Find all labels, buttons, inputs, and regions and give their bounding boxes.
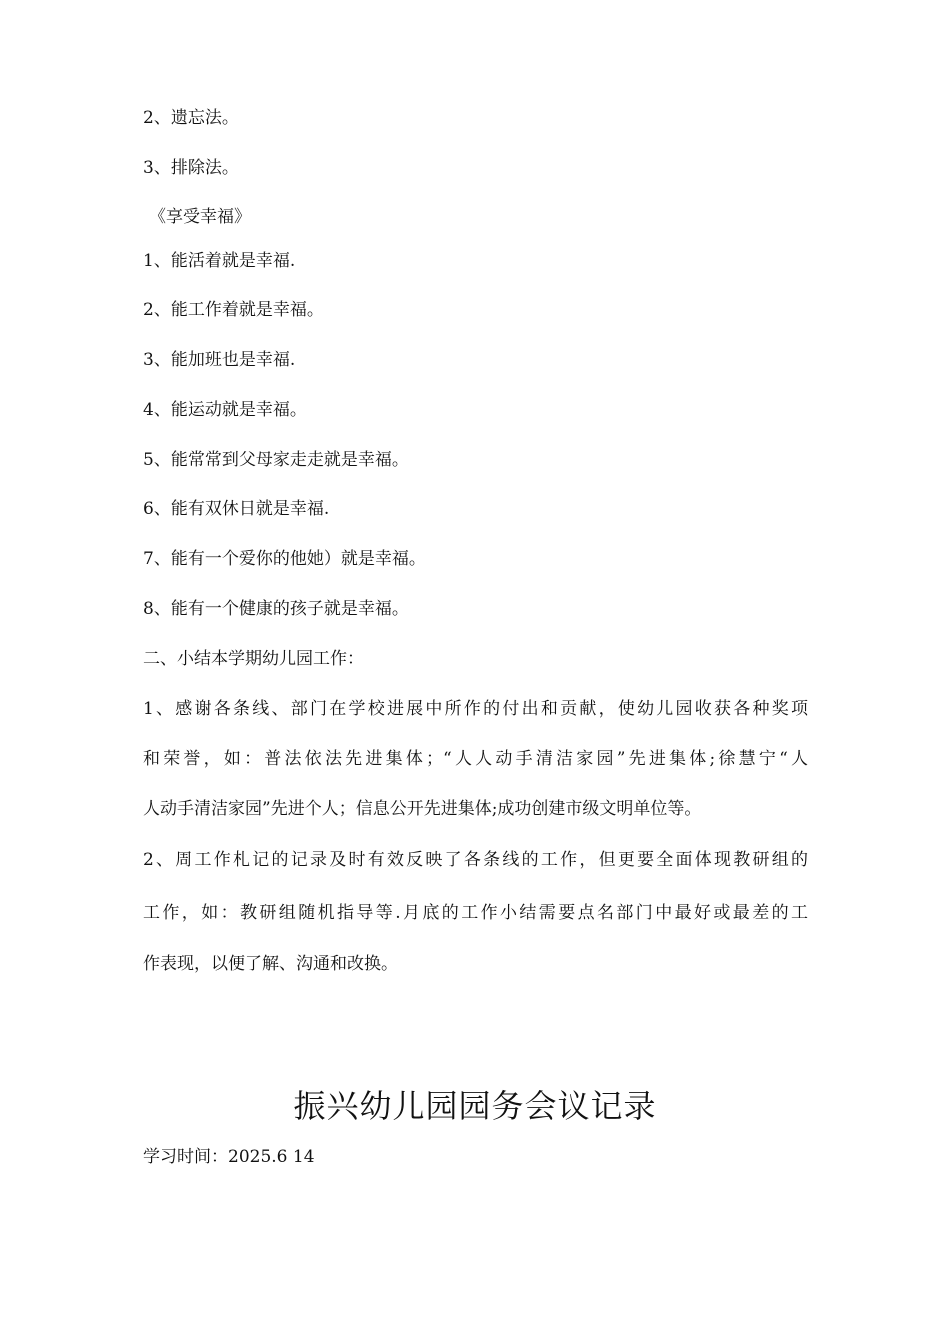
happiness-heading: 《享受幸福》 xyxy=(149,207,251,227)
happiness-item-3: 3、能加班也是幸福. xyxy=(143,350,296,370)
happiness-item-8: 8、能有一个健康的孩子就是幸福。 xyxy=(143,599,409,619)
happiness-item-2: 2、能工作着就是幸福。 xyxy=(143,300,324,320)
happiness-item-7: 7、能有一个爱你的他她）就是幸福。 xyxy=(143,549,426,569)
summary-para2-line: 工作，如：教研组随机指导等.月底的工作小结需要点名部门中最好或最差的工 xyxy=(143,903,808,923)
summary-para2-line: 2、周工作札记的记录及时有效反映了各条线的工作，但更要全面体现教研组的 xyxy=(143,850,808,870)
summary-para2-line: 作表现，以便了解、沟通和改换。 xyxy=(143,954,398,974)
happiness-item-1: 1、能活着就是幸福. xyxy=(143,251,296,271)
record-title: 振兴幼儿园园务会议记录 xyxy=(293,1087,657,1125)
study-time: 学习时间：2025.6 14 xyxy=(143,1147,315,1167)
method-item-3: 3、排除法。 xyxy=(143,158,239,178)
summary-para1-line: 和荣誉，如：普法依法先进集体；“人人动手清洁家园”先进集体;徐慧宁“人 xyxy=(143,749,808,769)
happiness-item-4: 4、能运动就是幸福。 xyxy=(143,400,307,420)
summary-para1-line: 人动手清洁家园”先进个人；信息公开先进集体;成功创建市级文明单位等。 xyxy=(143,799,702,819)
summary-heading: 二、小结本学期幼儿园工作： xyxy=(143,649,364,669)
summary-para1-line: 1、感谢各条线、部门在学校进展中所作的付出和贡献，使幼儿园收获各种奖项 xyxy=(143,699,808,719)
happiness-item-5: 5、能常常到父母家走走就是幸福。 xyxy=(143,450,409,470)
method-item-2: 2、遗忘法。 xyxy=(143,108,239,128)
happiness-item-6: 6、能有双休日就是幸福. xyxy=(143,499,330,519)
